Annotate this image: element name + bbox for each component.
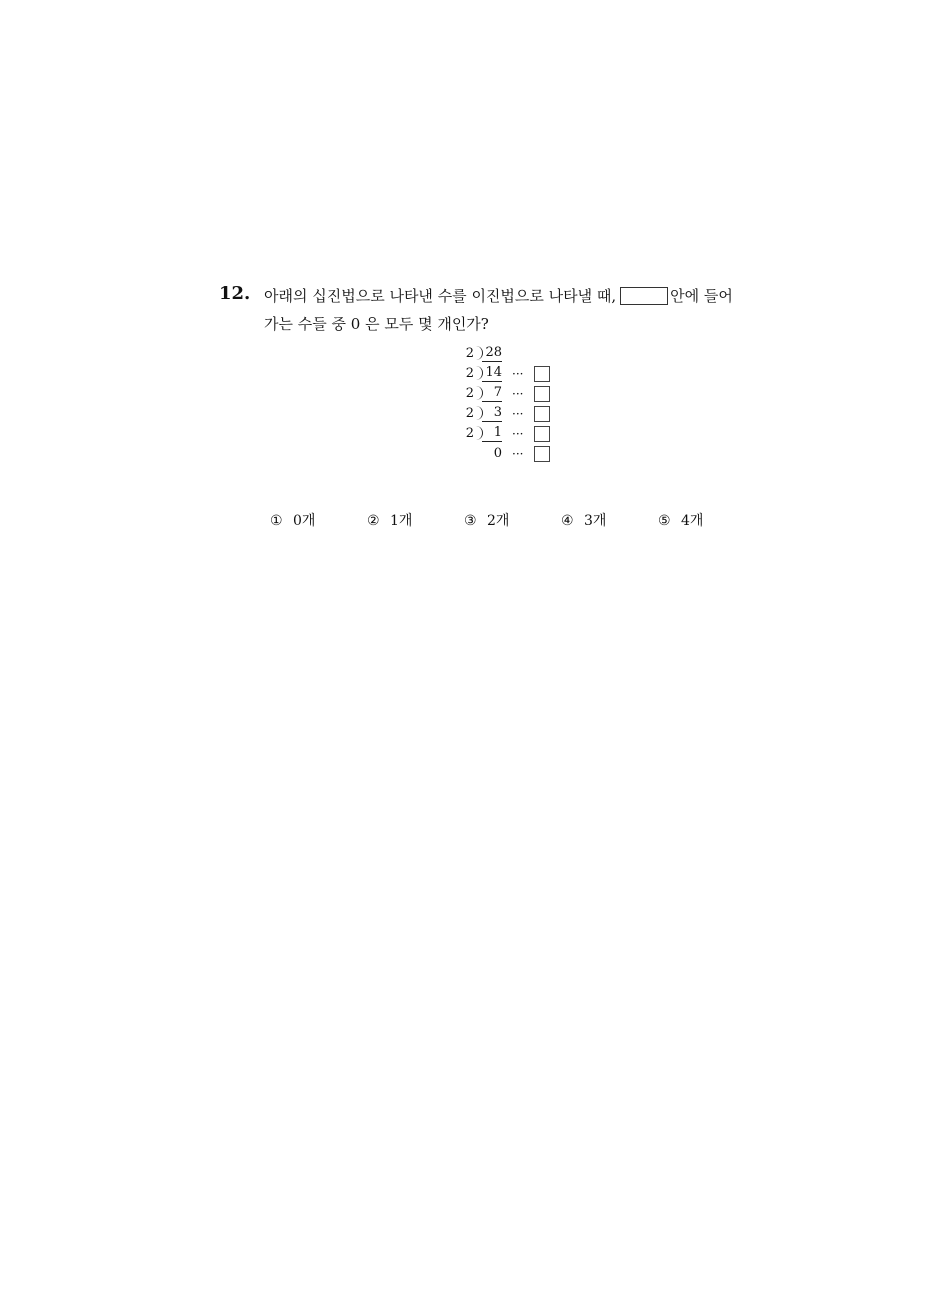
remainder-box bbox=[534, 366, 550, 382]
question-text-part-1: 아래의 십진법으로 나타낸 수를 이진법으로 나타낼 때, bbox=[264, 287, 617, 305]
choice-text: 2개 bbox=[487, 513, 510, 529]
quotient: 1 bbox=[482, 425, 502, 442]
ellipsis: ··· bbox=[512, 387, 524, 401]
division-ladder bbox=[464, 345, 564, 465]
choice-text: 3개 bbox=[584, 513, 607, 529]
choice-marker: ③ bbox=[464, 513, 477, 529]
choice-text: 0개 bbox=[293, 513, 316, 529]
choice-marker: ⑤ bbox=[658, 513, 671, 529]
ellipsis: ··· bbox=[512, 367, 524, 381]
dividend: 28 bbox=[482, 345, 502, 362]
final-quotient: 0 bbox=[493, 446, 502, 461]
question-text-part-2: 안에 들어 bbox=[670, 287, 733, 305]
choice-1[interactable] bbox=[270, 510, 315, 530]
answer-blank-box bbox=[620, 287, 668, 305]
divisor: 2 bbox=[465, 386, 474, 401]
quotient: 3 bbox=[482, 405, 502, 422]
choice-text: 1개 bbox=[390, 513, 413, 529]
choice-3[interactable] bbox=[464, 510, 509, 530]
choice-4[interactable] bbox=[561, 510, 606, 530]
choice-marker: ② bbox=[367, 513, 380, 529]
divisor: 2 bbox=[465, 406, 474, 421]
remainder-box bbox=[534, 386, 550, 402]
choice-2[interactable] bbox=[367, 510, 412, 530]
question-line-1 bbox=[264, 285, 733, 307]
ellipsis: ··· bbox=[512, 407, 524, 421]
ellipsis: ··· bbox=[512, 427, 524, 441]
question-line-2: 가는 수들 중 0 은 모두 몇 개인가? bbox=[264, 315, 489, 333]
quotient: 7 bbox=[482, 385, 502, 402]
question-number: 12. bbox=[219, 283, 251, 304]
choice-text: 4개 bbox=[681, 513, 704, 529]
quotient: 14 bbox=[482, 365, 502, 382]
remainder-box bbox=[534, 406, 550, 422]
choice-marker: ① bbox=[270, 513, 283, 529]
choice-5[interactable] bbox=[658, 510, 703, 530]
divisor: 2 bbox=[465, 366, 474, 381]
remainder-box bbox=[534, 446, 550, 462]
ellipsis: ··· bbox=[512, 447, 524, 461]
divisor: 2 bbox=[465, 346, 474, 361]
divisor: 2 bbox=[465, 426, 474, 441]
remainder-box bbox=[534, 426, 550, 442]
choice-marker: ④ bbox=[561, 513, 574, 529]
